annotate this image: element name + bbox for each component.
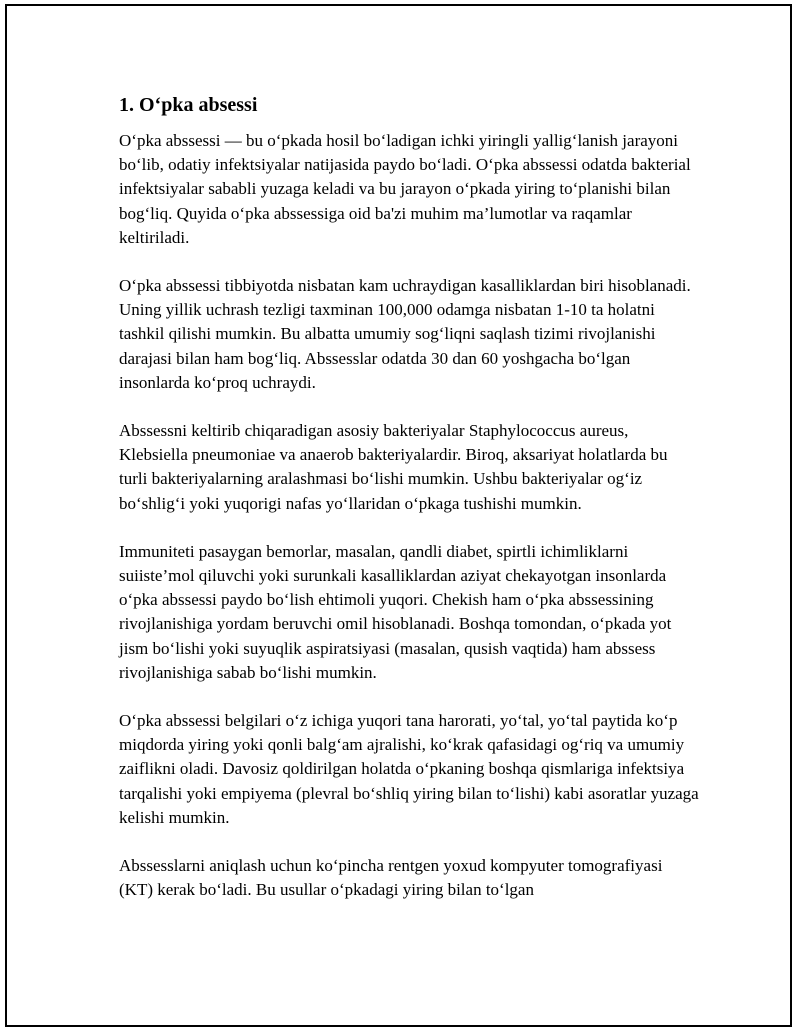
- paragraph-4: Immuniteti pasaygan bemorlar, masalan, qandli diabet, spirtli ichimliklarni suiiste’mol qiluvchi yoki surunkali kasalliklardan aziyat chekayotgan insonlarda o‘pka abssessi paydo bo‘lish ehtimoli yuqori. Chekish ham o‘pka abssessining rivojlanishiga yordam beruvchi omil hisoblanadi. Boshqa tomondan, o‘pkada yot jism bo‘lishi yoki suyuqlik aspiratsiyasi (masalan, qusish vaqtida) ham abssess rivojlanishiga sabab bo‘lishi mumkin.: [119, 541, 672, 682]
- paragraph-1: O‘pka abssessi — bu o‘pkada hosil bo‘ladigan ichki yiringli yallig‘lanish jarayoni bo‘lib, odatiy infektsiyalar natijasida paydo bo‘ladi. O‘pka abssessi odatda bakterial infektsiyalar sababli yuzaga keladi va bu jarayon o‘pkada yiring to‘planishi bilan bog‘liq. Quyida o‘pka abssessiga oid ba'zi muhim ma’lumotlar va raqamlar keltiriladi.: [119, 131, 691, 247]
- document-page: [5, 4, 792, 1027]
- section-heading: 1. O‘pka absessi: [119, 94, 258, 116]
- paragraph-3: Abssessni keltirib chiqaradigan asosiy bakteriyalar Staphylococcus aureus, Klebsiella pneumoniae va anaerob bakteriyalardir. Biroq, aksariyat holatlarda bu turli bakteriyalarning aralashmasi bo‘lishi mumkin. Ushbu bakteriyalar og‘iz bo‘shlig‘i yoki yuqorigi nafas yo‘llaridan o‘pkaga tushishi mumkin.: [119, 421, 668, 513]
- paragraph-2: O‘pka abssessi tibbiyotda nisbatan kam uchraydigan kasalliklardan biri hisoblanadi. Uning yillik uchrash tezligi taxminan 100,000 odamga nisbatan 1-10 ta holatni tashkil qilishi mumkin. Bu albatta umumiy sog‘liqni saqlash tizimi rivojlanishi darajasi bilan ham bog‘liq. Abssesslar odatda 30 dan 60 yoshgacha bo‘lgan insonlarda ko‘proq uchraydi.: [119, 276, 691, 392]
- paragraph-5: O‘pka abssessi belgilari o‘z ichiga yuqori tana harorati, yo‘tal, yo‘tal paytida ko‘p miqdorda yiring yoki qonli balg‘am ajralishi, ko‘krak qafasidagi og‘riq va umumiy zaiflikni oladi. Davosiz qoldirilgan holatda o‘pkaning boshqa qismlariga infektsiya tarqalishi yoki empiyema (plevral bo‘shliq yiring bilan to‘lishi) kabi asoratlar yuzaga kelishi mumkin.: [119, 711, 699, 827]
- paragraph-6: Abssesslarni aniqlash uchun ko‘pincha rentgen yoxud kompyuter tomografiyasi (KT) kerak bo‘ladi. Bu usullar o‘pkadagi yiring bilan to‘lgan: [119, 856, 663, 900]
- document-content: [119, 93, 699, 926]
